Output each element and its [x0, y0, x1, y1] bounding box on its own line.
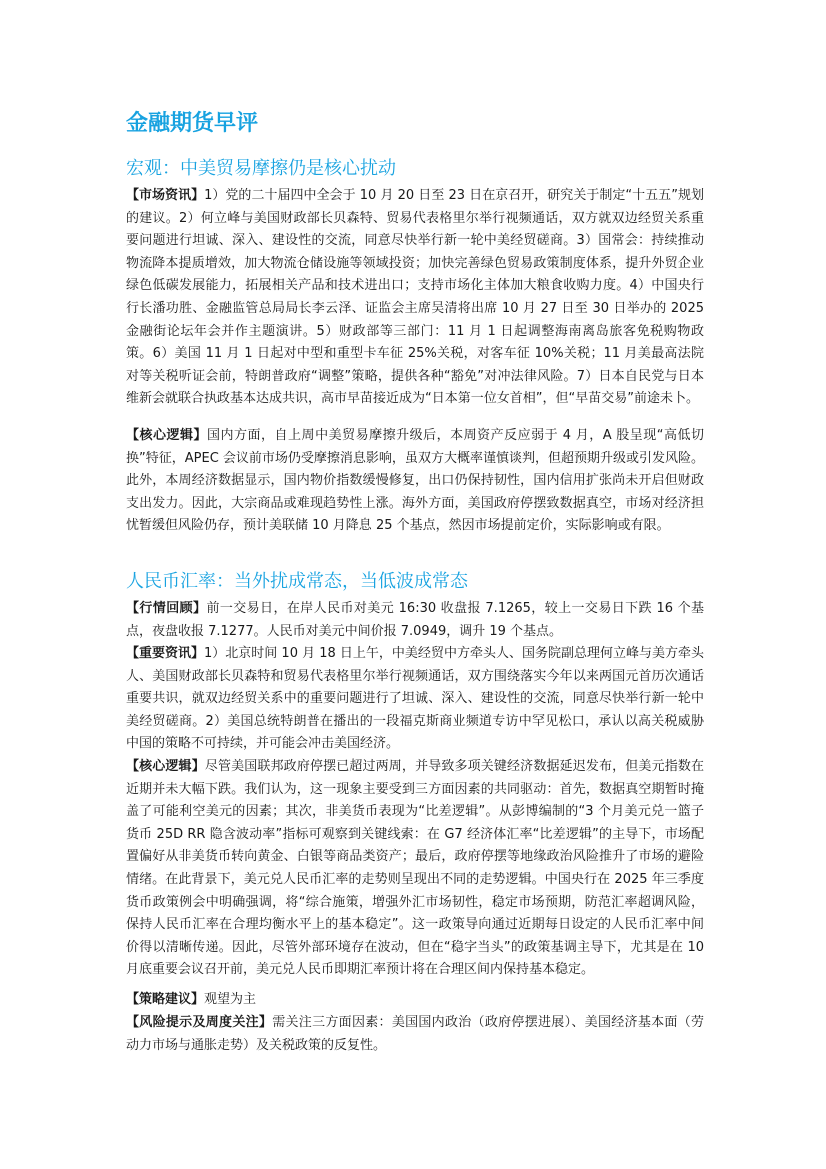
paragraph-tag: 【核心逻辑】: [126, 428, 208, 443]
paragraph-risk-watch: [126, 1012, 704, 1057]
paragraph-strategy: [126, 989, 704, 1012]
paragraph-text: 观望为主: [204, 992, 257, 1007]
paragraph-text: 前一交易日，在岸人民币对美元 16:30 收盘报 7.1265，较上一交易日下跌 16 个基点，夜盘收报 7.1277。人民币对美元中间价报 7.0949，调升 19 个基点。: [126, 601, 704, 639]
section-heading-macro: 宏观：中美贸易摩擦仍是核心扰动: [126, 158, 396, 179]
paragraph-market-review: [126, 598, 704, 643]
section-heading-rmb: 人民币汇率：当外扰成常态，当低波成常态: [126, 571, 468, 592]
paragraph-text: 1）党的二十届四中全会于 10 月 20 日至 23 日在京召开，研究关于制定“十五五”规划的建议。2）何立峰与美国财政部长贝森特、贸易代表格里尔举行视频通话，双方就双边经贸关系重要问题进行坦诚、深入、建设性的交流，同意尽快举行新一轮中美经贸磋商。3）国常会：持续推动物流降本提质增效，加大物流仓储设施等领域投资；加快完善绿色贸易政策制度体系，提升外贸企业绿色低碳发展能力，拓展相关产品和技术进出口；支持市场化主体加大粮食收购力度。4）中国央行行长潘功胜、金融监管总局局长李云泽、证监会主席吴清将出席 10 月 27 日至 30 日举办的 2025 金融街论坛年会并作主题演讲。5）财政部等三部门：11 月 1 日起调整海南离岛旅客免税购物政策。6）美国 11 月 1 日起对中型和重型卡车征 25%关税，对客车征 10%关税；11 月美最高法院对等关税听证会前，特朗普政府“调整”策略，提供各种“豁免”对冲法律风险。7）日本自民党与日本维新会就联合执政基本达成共识，高市早苗接近成为“日本第一位女首相”，但“早苗交易”前途未卜。: [126, 188, 704, 407]
paragraph-core-logic-rmb: [126, 756, 704, 982]
paragraph-core-logic-macro: [126, 425, 704, 538]
paragraph-text: 1）北京时间 10 月 18 日上午，中美经贸中方牵头人、国务院副总理何立峰与美方牵头人、美国财政部长贝森特和贸易代表格里尔举行视频通话，双方围绕落实今年以来两国元首历次通话重要共识，就双边经贸关系中的重要问题进行了坦诚、深入、建设性的交流，同意尽快举行新一轮中美经贸磋商。2）美国总统特朗普在播出的一段福克斯商业频道专访中罕见松口，承认以高关税威胁中国的策略不可持续，并可能会冲击美国经济。: [126, 646, 704, 752]
paragraph-text: 尽管美国联邦政府停摆已超过两周，并导致多项关键经济数据延迟发布，但美元指数在近期并未大幅下跌。我们认为，这一现象主要受到三方面因素的共同驱动：首先，数据真空期暂时掩盖了可能利空美元的因素；其次，非美货币表现为“比差逻辑”。从彭博编制的“3 个月美元兑一篮子货币 25D RR 隐含波动率”指标可观察到关键线索：在 G7 经济体汇率“比差逻辑”的主导下，市场配置偏好从非美货币转向黄金、白银等商品类资产；最后，政府停摆等地缘政治风险推升了市场的避险情绪。在此背景下，美元兑人民币汇率的走势则呈现出不同的走势逻辑。中国央行在 2025 年三季度货币政策例会中明确强调，将“综合施策，增强外汇市场韧性，稳定市场预期，防范汇率超调风险，保持人民币汇率在合理均衡水平上的基本稳定”。这一政策导向通过近期每日设定的人民币汇率中间价得以清晰传递。因此，尽管外部环境存在波动，但在“稳字当头”的政策基调主导下，尤其是在 10 月底重要会议召开前，美元兑人民币即期汇率预计将在合理区间内保持基本稳定。: [126, 759, 704, 978]
paragraph-tag: 【市场资讯】: [126, 188, 205, 203]
paragraph-tag: 【风险提示及周度关注】: [126, 1015, 273, 1030]
paragraph-tag: 【行情回顾】: [126, 601, 207, 616]
paragraph-tag: 【策略建议】: [126, 992, 205, 1007]
paragraph-tag: 【重要资讯】: [126, 646, 205, 661]
paragraph-market-news: [126, 185, 704, 411]
paragraph-tag: 【核心逻辑】: [126, 759, 205, 774]
paragraph-important-news: [126, 643, 704, 756]
paragraph-text: 需关注三方面因素：美国国内政治（政府停摆进展）、美国经济基本面（劳动力市场与通胀走势）及关税政策的反复性。: [126, 1015, 704, 1053]
document-title: 金融期货早评: [126, 111, 259, 136]
paragraph-text: 国内方面，自上周中美贸易摩擦升级后，本周资产反应弱于 4 月，A 股呈现“高低切换”特征，APEC 会议前市场仍受摩擦消息影响，虽双方大概率谨慎谈判，但超预期升级或引发风险。此外，本周经济数据显示，国内物价指数缓慢修复，出口仍保持韧性，国内信用扩张尚未开启但财政支出发力。因此，大宗商品或难现趋势性上涨。海外方面，美国政府停摆致数据真空，市场对经济担忧暂缓但风险仍存，预计美联储 10 月降息 25 个基点，然因市场提前定价，实际影响或有限。: [126, 428, 704, 534]
